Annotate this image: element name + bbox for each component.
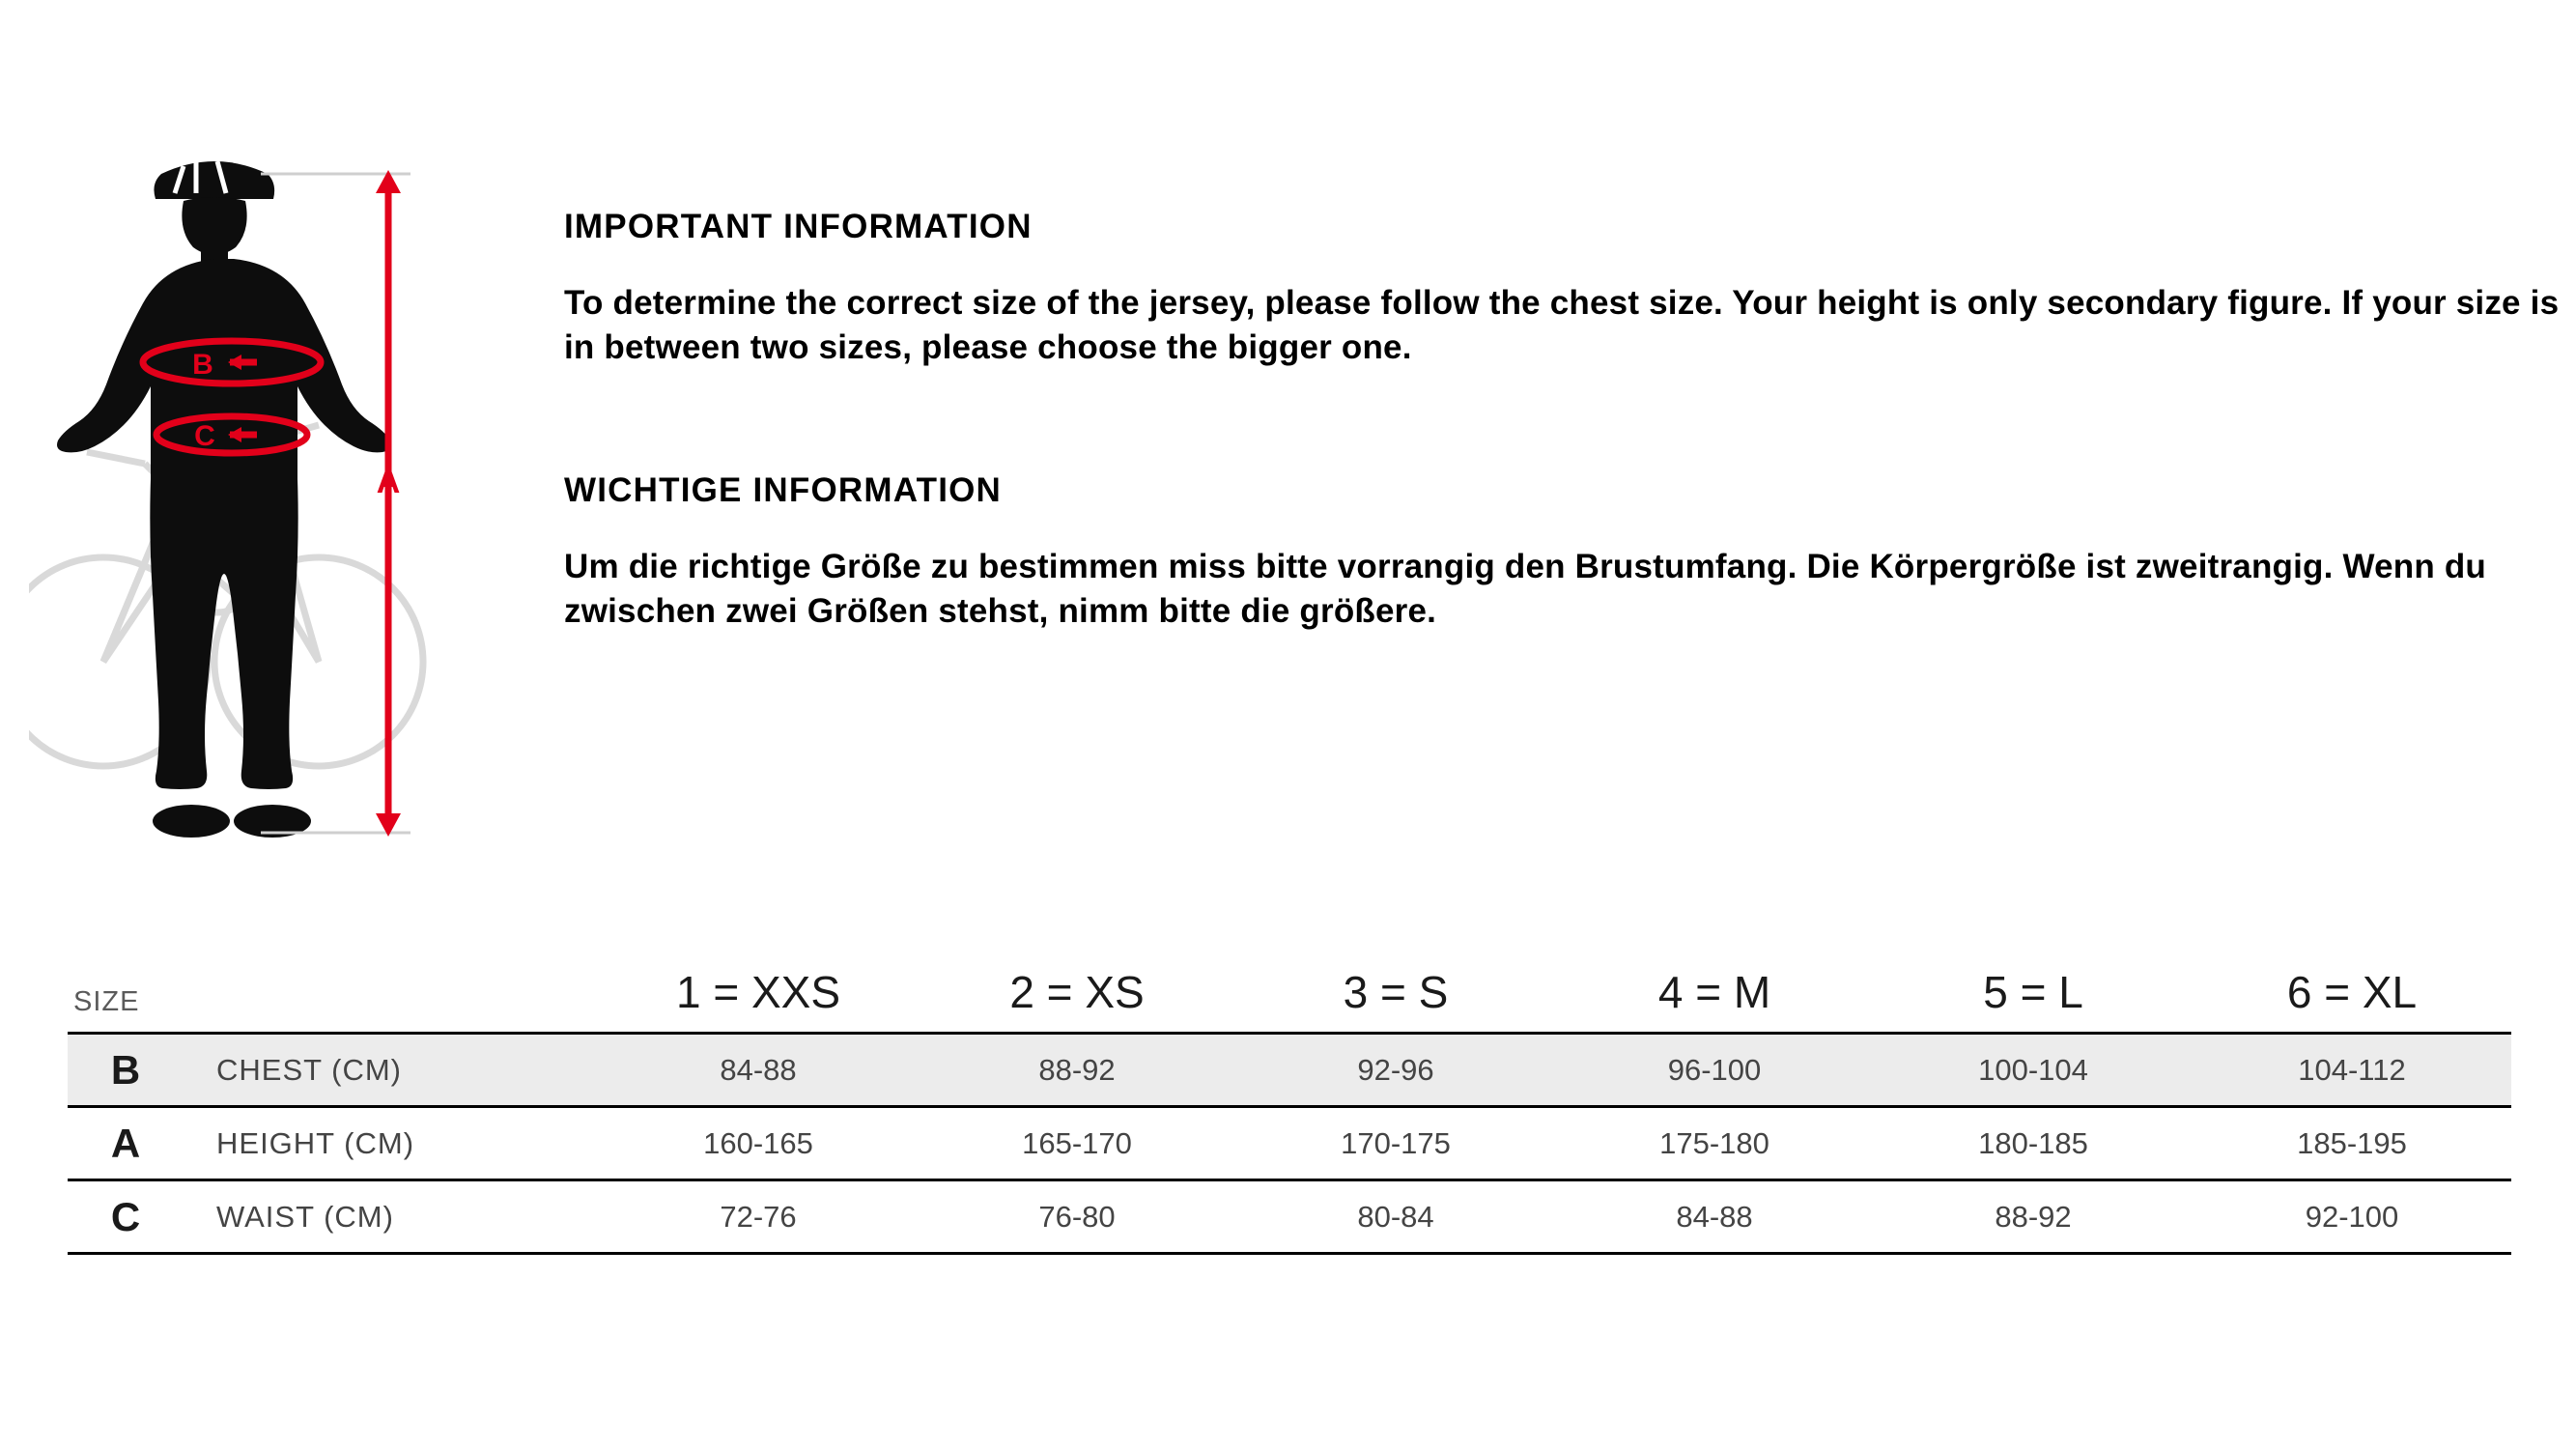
height-value-6: 185-195: [2193, 1107, 2511, 1180]
table-header-row: [68, 966, 2511, 1034]
size-chart-table: [68, 966, 2511, 1255]
size-chart-section: [68, 966, 2511, 1255]
paragraph-important-information-de: Um die richtige Größe zu bestimmen miss bitte vorrangig den Brustumfang. Die Körpergröße ist zweitrangig. Wenn du zwischen zwei Größen stehst, nimm bitte die größere.: [564, 548, 2486, 630]
size-column-header-4: 4 = M: [1657, 967, 1771, 1017]
size-chart-body: [68, 1034, 2511, 1254]
chest-value-1: 84-88: [599, 1034, 918, 1107]
waist-value-6: 92-100: [2193, 1180, 2511, 1254]
height-value-3: 170-175: [1236, 1107, 1555, 1180]
row-code-waist: C: [68, 1180, 184, 1254]
size-column-header-6: 6 = XL: [2286, 967, 2418, 1017]
chest-value-4: 96-100: [1555, 1034, 1874, 1107]
marker-c-label: C: [194, 420, 215, 452]
waist-value-2: 76-80: [918, 1180, 1236, 1254]
marker-a-label: A: [376, 464, 401, 500]
waist-value-1: 72-76: [599, 1180, 918, 1254]
marker-b-label: B: [192, 349, 213, 381]
size-column-header-1: 1 = XXS: [675, 967, 841, 1017]
size-column-header-3: 3 = S: [1343, 967, 1449, 1017]
paragraph-important-information-en: To determine the correct size of the jersey, please follow the chest size. Your height is only secondary figure. If your size is in between two sizes, please choose the bigger one.: [564, 284, 2560, 366]
chest-value-2: 88-92: [918, 1034, 1236, 1107]
row-label-height: HEIGHT (CM): [184, 1107, 599, 1180]
height-value-2: 165-170: [918, 1107, 1236, 1180]
body-silhouette: [57, 161, 391, 838]
table-row: [68, 1107, 2511, 1180]
heading-important-information-en: IMPORTANT INFORMATION: [564, 208, 1033, 245]
size-column-header-2: 2 = XS: [1009, 967, 1145, 1017]
table-row: [68, 1034, 2511, 1107]
important-information-block: [564, 208, 2563, 633]
chest-value-6: 104-112: [2193, 1034, 2511, 1107]
body-measurement-illustration: [29, 145, 473, 840]
row-label-waist: WAIST (CM): [184, 1180, 599, 1254]
row-code-height: A: [68, 1107, 184, 1180]
size-word-label: SIZE: [73, 986, 140, 1017]
chest-value-3: 92-96: [1236, 1034, 1555, 1107]
height-value-4: 175-180: [1555, 1107, 1874, 1180]
waist-value-5: 88-92: [1874, 1180, 2193, 1254]
table-row: [68, 1180, 2511, 1254]
height-value-1: 160-165: [599, 1107, 918, 1180]
row-code-chest: B: [68, 1034, 184, 1107]
row-label-chest: CHEST (CM): [184, 1034, 599, 1107]
size-chart-head: [68, 966, 2511, 1034]
cyclist-figure-svg: [29, 145, 473, 840]
height-value-5: 180-185: [1874, 1107, 2193, 1180]
size-column-header-5: 5 = L: [1983, 967, 2083, 1017]
waist-value-4: 84-88: [1555, 1180, 1874, 1254]
waist-value-3: 80-84: [1236, 1180, 1555, 1254]
chest-value-5: 100-104: [1874, 1034, 2193, 1107]
heading-important-information-de: WICHTIGE INFORMATION: [564, 471, 1003, 509]
